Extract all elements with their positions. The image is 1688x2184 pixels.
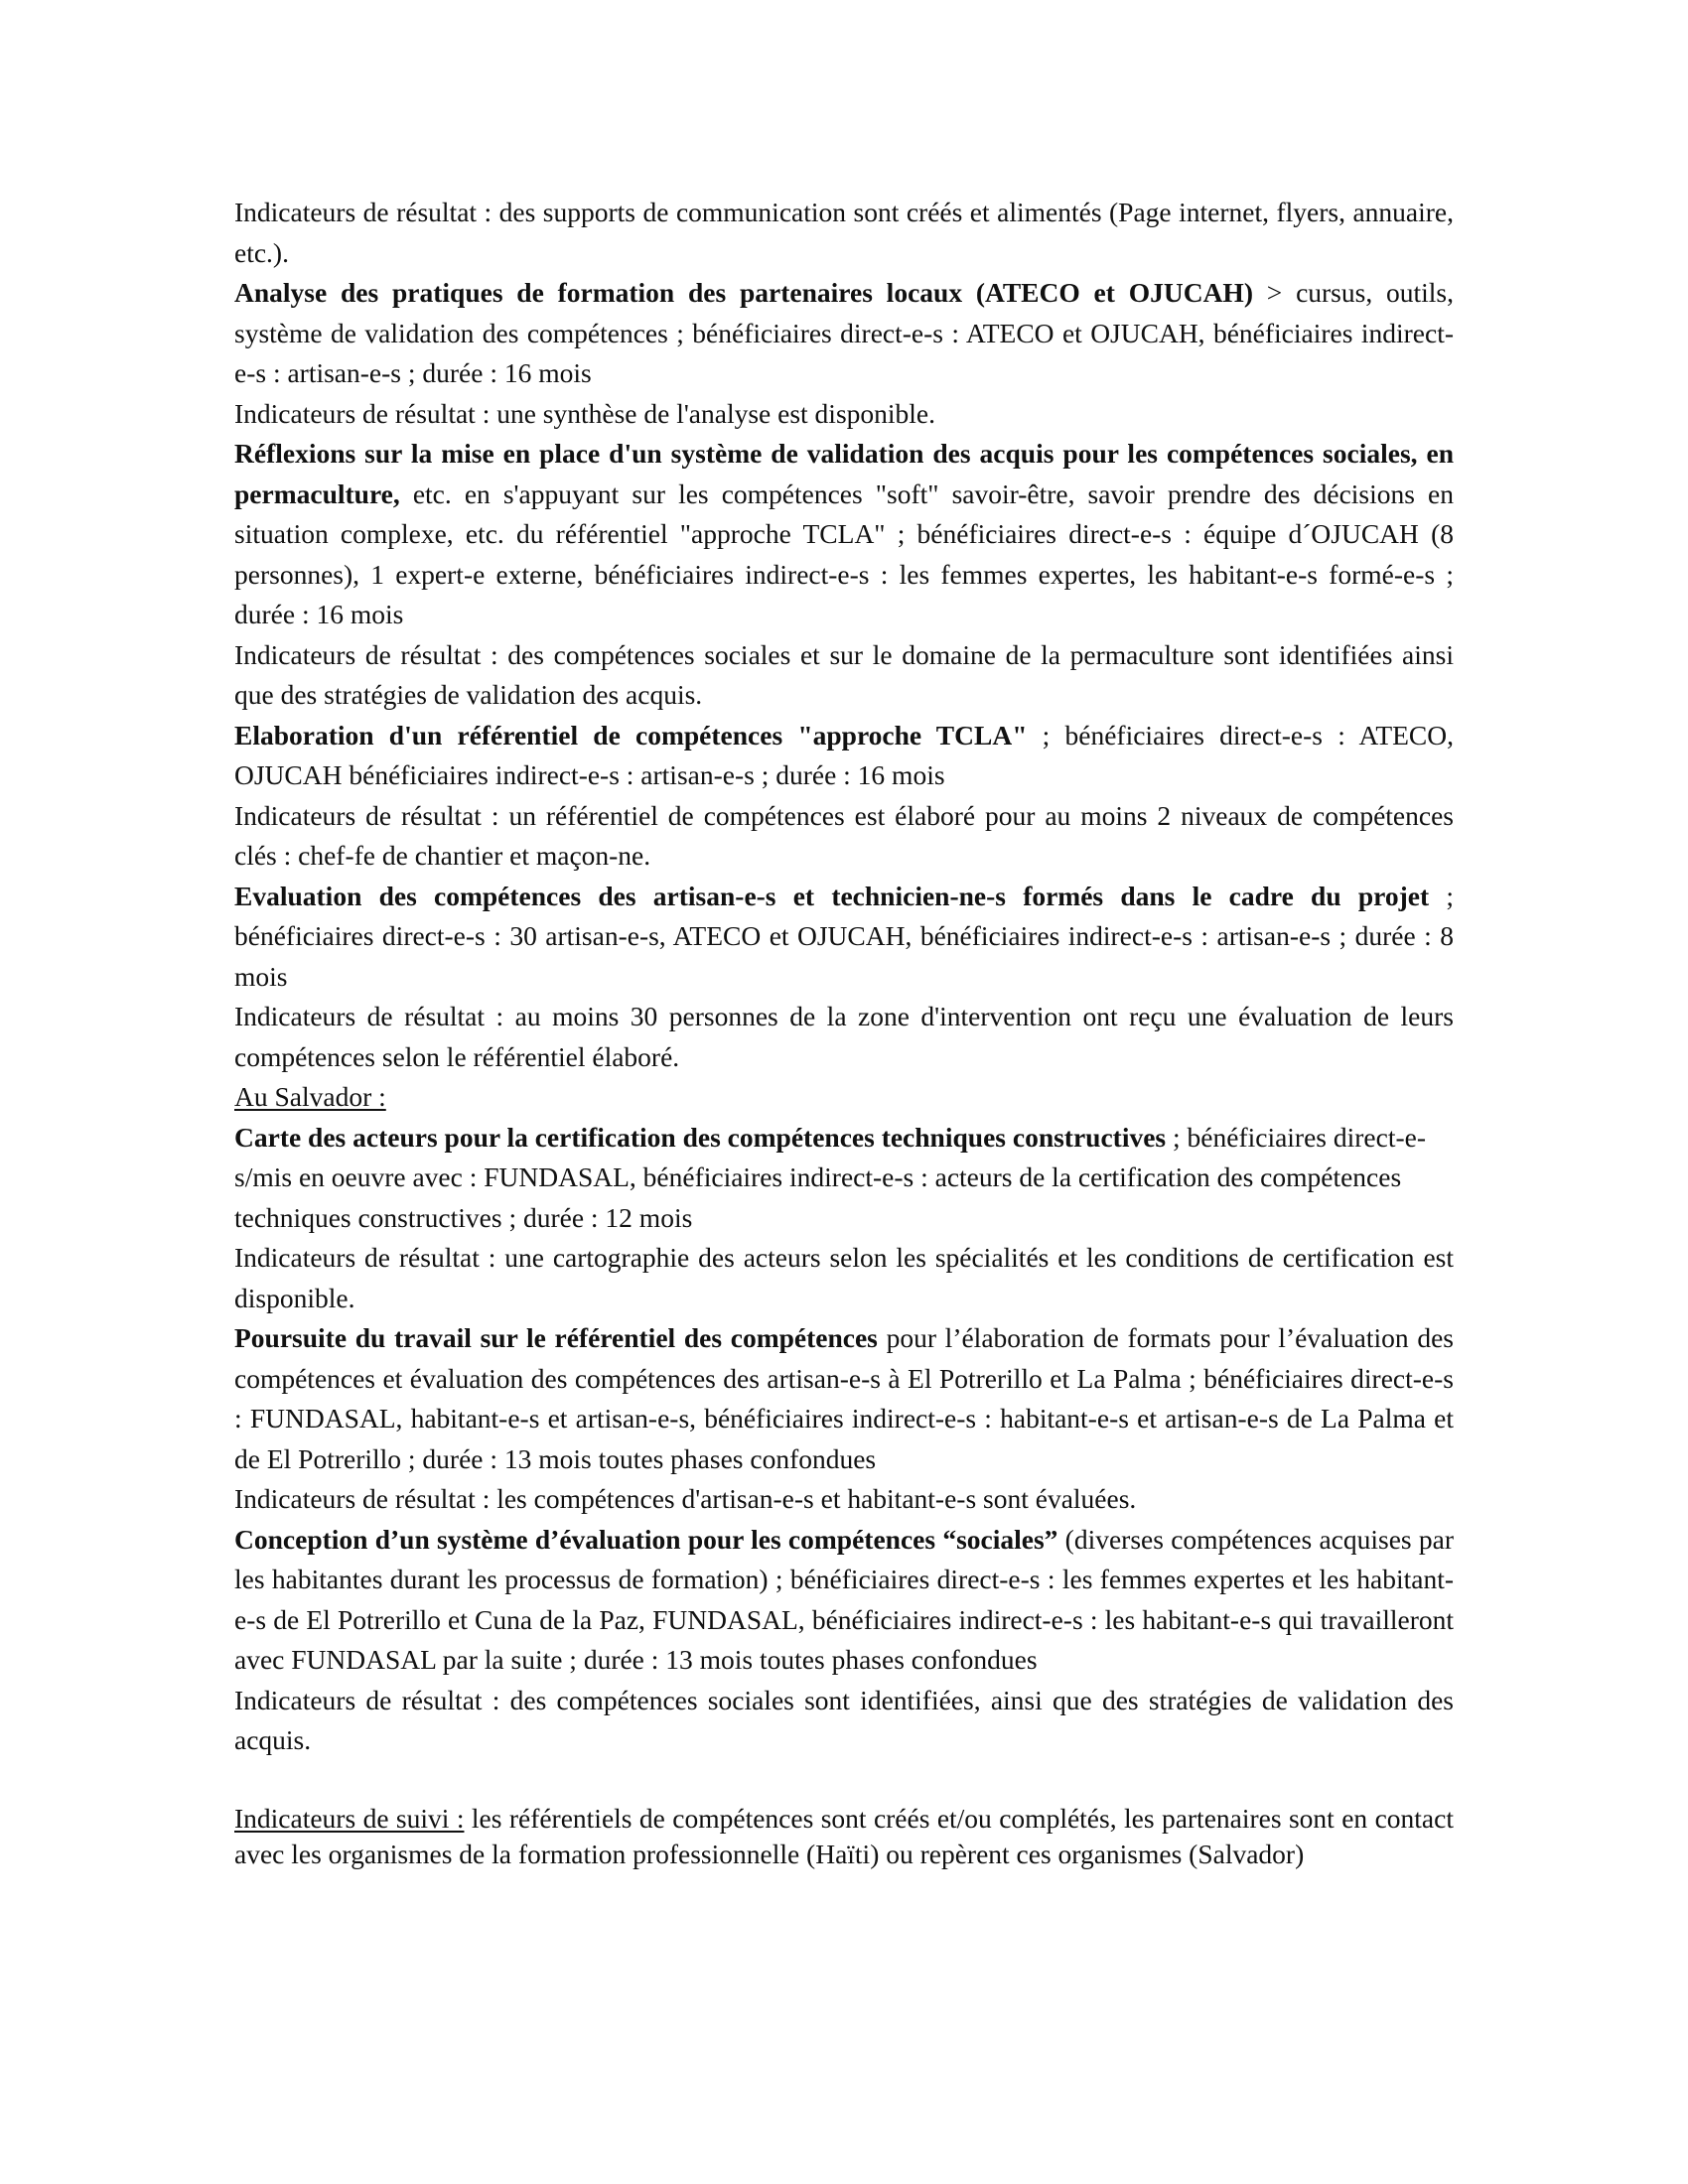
paragraph-text: Indicateurs de résultat : au moins 30 personnes de la zone d'intervention ont reçu une évaluation de leurs compétences selon le référentiel élaboré. [234, 1001, 1454, 1072]
section-heading-salvador [234, 1077, 1454, 1118]
paragraph-text: Indicateurs de résultat : une cartographie des acteurs selon les spécialités et les conditions de certification est disponible. [234, 1242, 1454, 1313]
activity-title: Elaboration d'un référentiel de compétences "approche TCLA" [234, 719, 1028, 751]
result-indicator-cartographie [234, 1238, 1454, 1318]
result-indicator-competences-sociales [234, 635, 1454, 716]
result-indicator-evaluation [234, 997, 1454, 1077]
follow-up-indicators [234, 1801, 1454, 1872]
activity-elaboration-referentiel [234, 716, 1454, 796]
activity-evaluation-competences [234, 877, 1454, 998]
activity-title: Poursuite du travail sur le référentiel des compétences [234, 1322, 878, 1353]
activity-details: ; bénéficiaires direct-e-s/mis en oeuvre avec : FUNDASAL, bénéficiaires indirect-e-s : acteurs de la certification des compétences techniques constructives ; durée : 12 mois [234, 1121, 1426, 1233]
result-indicator-synthese [234, 394, 1454, 435]
activity-details: ; bénéficiaires direct-e-s : ATECO, OJUCAH bénéficiaires indirect-e-s : artisan-e-s ; durée : 16 mois [234, 719, 1454, 790]
blank-line [234, 1761, 1454, 1802]
activity-title: Réflexions sur la mise en place d'un système de validation des acquis pour les compétences sociales, en permaculture, [234, 438, 1454, 509]
activity-reflexions-validation [234, 434, 1454, 635]
result-indicator-strategies [234, 1681, 1454, 1761]
section-heading-text: Au Salvador : [234, 1081, 386, 1112]
activity-title: Evaluation des compétences des artisan-e-s et technicien-ne-s formés dans le cadre du projet [234, 880, 1430, 911]
paragraph-text: Indicateurs de résultat : les compétences d'artisan-e-s et habitant-e-s sont évaluées. [234, 1483, 1137, 1514]
activity-title: Analyse des pratiques de formation des partenaires locaux (ATECO et OJUCAH) [234, 277, 1253, 308]
paragraph-text: Indicateurs de résultat : des compétences sociales sont identifiées, ainsi que des stratégies de validation des acquis. [234, 1684, 1454, 1755]
activity-conception-systeme [234, 1520, 1454, 1681]
result-indicator-evaluees [234, 1479, 1454, 1520]
activity-analyse-pratiques [234, 273, 1454, 394]
paragraph-text: Indicateurs de résultat : des supports de communication sont créés et alimentés (Page internet, flyers, annuaire, etc.). [234, 197, 1454, 268]
follow-up-label: Indicateurs de suivi : [234, 1803, 465, 1834]
result-indicator-communication [234, 193, 1454, 273]
activity-details: (diverses compétences acquises par les habitantes durant les processus de formation) ; bénéficiaires direct-e-s : les femmes expertes et les habitant-e-s de El Potrerillo et Cuna de la Paz, FUNDASAL, bénéficiaires indirect-e-s : les habitant-e-s qui travailleront avec FUNDASAL par la suite ; durée : 13 mois toutes phases confondues [234, 1523, 1454, 1675]
activity-carte-acteurs [234, 1118, 1454, 1239]
activity-title: Conception d’un système d’évaluation pour les compétences “sociales” [234, 1523, 1058, 1555]
activity-details: etc. en s'appuyant sur les compétences "soft" savoir-être, savoir prendre des décisions en situation complexe, etc. du référentiel "approche TCLA" ; bénéficiaires direct-e-s : équipe d´OJUCAH (8 personnes), 1 expert-e externe, bénéficiaires indirect-e-s : les femmes expertes, les habitant-e-s formé-e-s ; durée : 16 mois [234, 478, 1454, 629]
activity-details: > cursus, outils, système de validation des compétences ; bénéficiaires direct-e-s : ATECO et OJUCAH, bénéficiaires indirect-e-s : artisan-e-s ; durée : 16 mois [234, 277, 1454, 388]
activity-title: Carte des acteurs pour la certification des compétences techniques constructives [234, 1121, 1167, 1153]
paragraph-text: Indicateurs de résultat : une synthèse de l'analyse est disponible. [234, 397, 936, 429]
paragraph-text: Indicateurs de résultat : un référentiel de compétences est élaboré pour au moins 2 niveaux de compétences clés : chef-fe de chantier et maçon-ne. [234, 799, 1454, 871]
follow-up-text: les référentiels de compétences sont créés et/ou complétés, les partenaires sont en contact avec les organismes de la formation professionnelle (Haïti) ou repèrent ces organismes (Salvador) [234, 1803, 1454, 1869]
document-body [234, 193, 1454, 1872]
activity-details: pour l’élaboration de formats pour l’évaluation des compétences et évaluation des compétences des artisan-e-s à El Potrerillo et La Palma ; bénéficiaires direct-e-s : FUNDASAL, habitant-e-s et artisan-e-s, bénéficiaires indirect-e-s : habitant-e-s et artisan-e-s de La Palma et de El Potrerillo ; durée : 13 mois toutes phases confondues [234, 1322, 1454, 1474]
activity-poursuite-referentiel [234, 1318, 1454, 1479]
paragraph-text: Indicateurs de résultat : des compétences sociales et sur le domaine de la permaculture sont identifiées ainsi que des stratégies de validation des acquis. [234, 638, 1454, 710]
activity-details: ; bénéficiaires direct-e-s : 30 artisan-e-s, ATECO et OJUCAH, bénéficiaires indirect-e-s : artisan-e-s ; durée : 8 mois [234, 880, 1455, 992]
result-indicator-referentiel [234, 796, 1454, 877]
